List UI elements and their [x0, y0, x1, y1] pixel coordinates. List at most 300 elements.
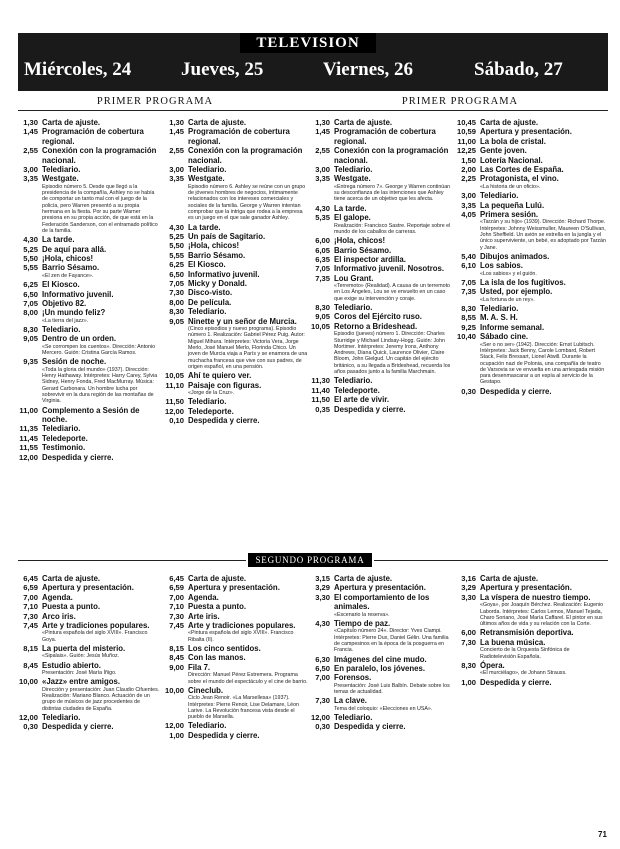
program-title: El Kiosco.	[42, 280, 80, 290]
program-title: Telediario.	[480, 304, 519, 314]
program-time: 1,45	[23, 127, 38, 137]
program-title: ¡Hola, chicos!	[42, 254, 94, 264]
program-entry	[160, 279, 308, 288]
program-entry	[160, 653, 308, 662]
program-description: «Capítulo número 24». Director: Yves Ciampi. Intérpretes: Pierre Dux, Daniel Gélin. Una familia de campesinos en la época de la posguerra en Francia.	[334, 628, 449, 654]
program-entry	[452, 165, 606, 174]
program-entry	[160, 251, 308, 260]
program-entry	[306, 574, 454, 583]
program-time: 8,15	[169, 644, 184, 654]
program-entry	[14, 612, 160, 621]
program-entry	[14, 245, 160, 254]
program-time: 12,00	[18, 452, 38, 462]
program-entry	[306, 376, 454, 385]
program-title: Programación de cobertura regional.	[188, 127, 290, 146]
program-entry	[14, 280, 160, 289]
program-description: Episodio número 6. Ashley se reúne con un grupo de jóvenes hombres de negocios, íntimamente relacionados con los intereses comerciales y sociales de la familia. George y Warren intentan comprobar que la intriga que rodea a la empresa es un juego en el que sale ganador Ashley.	[188, 183, 306, 222]
program-entry	[14, 677, 160, 686]
program-time: 6,50	[23, 289, 38, 299]
program-entry	[452, 261, 606, 270]
program-entry	[14, 621, 160, 630]
day-thursday: Jueves, 25	[181, 59, 264, 80]
program-time: 9,00	[169, 662, 184, 672]
program-title: Carta de ajuste.	[42, 574, 101, 583]
program-title: Telediario.	[334, 713, 373, 723]
program-description: «Los sabios» y el guión.	[480, 270, 537, 277]
program-time: 12,00	[164, 721, 184, 731]
program-title: El galope.	[334, 213, 371, 223]
program-time: 12,00	[18, 713, 38, 723]
program-time: 2,55	[315, 146, 330, 156]
program-entry	[452, 201, 606, 210]
program-title: Gente joven.	[480, 146, 527, 156]
program-title: La tarde.	[188, 222, 221, 232]
program-time: 7,10	[169, 602, 184, 612]
program-time: 7,30	[23, 611, 38, 621]
program-title: Despedida y cierre.	[42, 722, 114, 732]
program-time: 8,55	[461, 313, 476, 323]
program-time: 9,05	[23, 334, 38, 344]
program-entry	[160, 644, 308, 653]
program-title: Micky y Donald.	[188, 279, 247, 289]
program-title: Agenda.	[42, 592, 73, 602]
page-number: 71	[598, 830, 607, 839]
program-entry	[306, 264, 454, 273]
program-title: Tiempo de paz.	[334, 618, 391, 628]
program-description: «Ser o no ser» (1942). Dirección: Ernst Lubitsch. Intérpretes: Jack Benny, Carole Lombard, Robert Stack, Felix Bressart, Lionel Atwill. Durante la ocupación nazi de Polonia, una compañía de teatro de Varsovia se ve envuelta en una arriesgada misión para desenmascarar a un espía al servicio de la Gestapo.	[480, 341, 605, 386]
program-title: Teledeporte.	[42, 433, 88, 443]
program-title: M. A. S. H.	[480, 313, 518, 323]
program-title: Informativo juvenil. Nosotros.	[334, 264, 445, 274]
program-time: 8,30	[23, 325, 38, 335]
program-time: 10,05	[164, 371, 184, 381]
program-entry	[160, 381, 308, 390]
program-entry	[160, 371, 308, 380]
program-time: 0,30	[461, 386, 476, 396]
first-channel-heading-right: PRIMER PROGRAMA	[401, 96, 519, 107]
program-time: 5,40	[461, 251, 476, 261]
program-title: Conexión con la programación nacional.	[188, 146, 303, 165]
program-entry	[14, 146, 160, 165]
program-time: 7,30	[169, 288, 184, 298]
program-description: Presentación: José María Íñigo.	[42, 670, 117, 677]
program-time: 11,40	[311, 385, 330, 395]
day-friday: Viernes, 26	[323, 59, 414, 80]
program-entry	[160, 288, 308, 297]
program-time: 0,35	[315, 404, 330, 414]
program-entry	[452, 638, 606, 647]
program-entry	[14, 722, 160, 731]
program-entry	[452, 210, 606, 219]
program-time: 0,10	[169, 416, 184, 426]
program-time: 3,00	[315, 165, 330, 175]
program-time: 6,59	[23, 583, 38, 593]
program-entry	[160, 593, 308, 602]
program-title: Complemento a Sesión de noche.	[42, 405, 140, 425]
program-time: 7,05	[169, 279, 184, 289]
program-title: Apertura y presentación.	[188, 583, 280, 593]
program-time: 3,29	[315, 583, 330, 593]
program-entry	[14, 357, 160, 366]
program-entry	[306, 722, 454, 731]
program-entry	[452, 332, 606, 341]
program-time: 3,00	[461, 191, 476, 201]
program-time: 5,25	[169, 232, 184, 242]
program-title: La bola de cristal.	[480, 136, 546, 146]
program-time: 10,05	[310, 321, 330, 331]
program-title: Despedida y cierre.	[42, 452, 114, 462]
program-description: «La fortuna de un rey».	[480, 296, 535, 303]
program-entry	[452, 304, 606, 313]
program-entry	[452, 628, 606, 637]
program-title: Ahí te quiero ver.	[188, 371, 252, 381]
program-time: 5,25	[23, 244, 38, 254]
program-time: 11,55	[19, 443, 38, 453]
program-time: 3,00	[169, 165, 184, 175]
program-title: Despedida y cierre.	[334, 722, 406, 732]
program-description: Concierto de la Orquesta Sinfónica de Radiotelevisión Española.	[480, 647, 570, 660]
program-description: Presentación: José Luis Balbín. Debate sobre los temas de actualidad.	[334, 682, 450, 696]
program-time: 6,50	[315, 663, 330, 673]
program-title: «Jazz» entre amigos.	[42, 677, 121, 687]
program-time: 3,00	[23, 165, 38, 175]
program-entry	[14, 644, 160, 653]
program-time: 11,35	[19, 424, 38, 434]
program-title: De aquí para allá.	[42, 244, 107, 254]
program-time: 3,30	[315, 592, 330, 602]
program-description: Episodio número 5. Desde que llegó a la presidencia de la compañía, Ashley no se había de comportar un tanto mal con el juego de la policía, pero Warren presentó a su propia hermana en la fiesta. Por su parte Warner presiona en su propia acción, de que está en la Federación Sanderson, con el entramado político de la familia.	[42, 183, 158, 234]
program-title: Lotería Nacional.	[480, 155, 543, 165]
program-description: «Se corrompen los cuentos». Dirección: Antonio Mercero. Guión: Cristina García Ramos.	[42, 343, 156, 357]
program-time: 1,50	[461, 155, 476, 165]
friday-second-column	[306, 574, 454, 732]
program-title: ¡Hola, chicos!	[188, 241, 240, 251]
program-entry	[160, 721, 308, 730]
program-entry	[14, 308, 160, 317]
program-time: 4,30	[315, 618, 330, 628]
program-description: «El murciélago», de Johann Strauss.	[480, 670, 567, 677]
program-title: Dentro de un orden.	[42, 334, 117, 344]
program-time: 7,30	[315, 696, 330, 706]
program-title: Telediario.	[42, 713, 81, 723]
program-title: Imágenes del cine mudo.	[334, 654, 427, 664]
program-time: 8,45	[169, 653, 184, 663]
program-entry	[160, 731, 308, 740]
program-entry	[14, 118, 160, 127]
program-entry	[306, 274, 454, 283]
program-time: 11,50	[311, 395, 330, 405]
program-time: 10,00	[164, 685, 184, 695]
program-title: Apertura y presentación.	[480, 127, 572, 137]
program-entry	[14, 127, 160, 146]
program-title: La víspera de nuestro tiempo.	[480, 592, 591, 602]
program-entry	[160, 270, 308, 279]
program-time: 11,30	[311, 376, 330, 386]
program-time: 7,35	[461, 287, 476, 297]
program-entry	[306, 303, 454, 312]
program-time: 7,00	[315, 673, 330, 683]
program-title: Telediario.	[42, 165, 81, 175]
program-time: 6,59	[169, 583, 184, 593]
program-time: 7,00	[169, 592, 184, 602]
program-title: Telediario.	[188, 721, 227, 731]
program-title: Apertura y presentación.	[334, 583, 426, 593]
program-title: Telediario.	[42, 424, 81, 434]
program-title: Un país de Sagitario.	[188, 232, 266, 242]
wednesday-first-column	[14, 118, 160, 462]
program-entry	[14, 443, 160, 452]
program-time: 9,25	[461, 322, 476, 332]
program-time: 8,30	[315, 303, 330, 313]
program-title: Carta de ajuste.	[188, 574, 247, 583]
program-entry	[452, 593, 606, 602]
program-time: 5,55	[23, 263, 38, 273]
program-title: La buena música.	[480, 637, 546, 647]
program-description: «Toda la gloria del mundo» (1937). Dirección: Henry Hathaway. Intérpretes: Harry Carey, Sylvia Sidney, Henry Fonda, Fred MacMurray. Música: Gerard Carbonara. Un hombre lucha por sobrevivir en la dura región de las montañas de Virginia.	[42, 366, 158, 405]
program-title: Programación de cobertura regional.	[42, 127, 144, 146]
program-time: 7,45	[23, 621, 38, 631]
program-time: 8,30	[461, 660, 476, 670]
program-entry	[160, 686, 308, 695]
program-title: La clave.	[334, 696, 367, 706]
mid-divider-right	[374, 560, 608, 561]
program-title: Barrio Sésamo.	[188, 250, 246, 260]
program-time: 7,45	[169, 621, 184, 631]
program-title: Las Cortes de España.	[480, 165, 564, 175]
program-time: 1,00	[169, 730, 184, 740]
television-banner	[18, 33, 608, 91]
program-title: Protagonista, el vino.	[480, 174, 559, 184]
program-time: 10,00	[18, 677, 38, 687]
program-time: 6,10	[461, 261, 476, 271]
program-entry	[14, 165, 160, 174]
program-time: 1,45	[169, 127, 184, 137]
day-wednesday: Miércoles, 24	[24, 59, 132, 80]
program-title: La puerta del misterio.	[42, 644, 126, 654]
program-title: Barrio Sésamo.	[334, 245, 392, 255]
program-entry	[452, 127, 606, 136]
program-entry	[306, 236, 454, 245]
program-title: Carta de ajuste.	[334, 574, 393, 583]
program-title: Telediario.	[188, 165, 227, 175]
program-title: Los cinco sentidos.	[188, 644, 261, 654]
program-time: 8,15	[23, 644, 38, 654]
program-title: Dibujos animados.	[480, 251, 550, 261]
program-entry	[14, 235, 160, 244]
program-title: El arte de vivir.	[334, 395, 390, 405]
program-entry	[160, 612, 308, 621]
program-entry	[306, 583, 454, 592]
program-time: 9,05	[315, 312, 330, 322]
program-entry	[14, 434, 160, 443]
program-time: 7,30	[169, 611, 184, 621]
program-description: «Pintura española del siglo XVIII». Francisco Goya.	[42, 630, 148, 643]
program-description: Tema del coloquio: «Elecciones en USA».	[334, 705, 433, 712]
second-channel-banner: SEGUNDO PROGRAMA	[248, 553, 372, 567]
program-time: 12,00	[164, 406, 184, 416]
program-time: 11,10	[165, 380, 184, 390]
program-title: Sesión de noche.	[42, 357, 107, 367]
program-description: «Sipalais». Guión: Jesús Muñoz.	[42, 653, 120, 660]
program-entry	[14, 254, 160, 263]
program-entry	[14, 661, 160, 670]
program-time: 10,59	[456, 127, 476, 137]
program-time: 3,30	[461, 592, 476, 602]
program-entry	[306, 655, 454, 664]
program-time: 8,45	[23, 660, 38, 670]
program-title: De película.	[188, 297, 232, 307]
program-time: 4,05	[461, 209, 476, 219]
day-saturday: Sábado, 27	[474, 59, 563, 80]
program-time: 2,55	[23, 146, 38, 156]
program-title: Apertura y presentación.	[480, 583, 572, 593]
program-time: 8,30	[461, 304, 476, 314]
program-entry	[306, 204, 454, 213]
program-title: Cineclub.	[188, 685, 224, 695]
thursday-first-column	[160, 118, 308, 426]
program-entry	[160, 118, 308, 127]
program-entry	[160, 602, 308, 611]
program-entry	[306, 322, 454, 331]
program-title: La tarde.	[42, 235, 75, 245]
program-entry	[306, 395, 454, 404]
program-entry	[306, 118, 454, 127]
program-title: Informativo juvenil.	[42, 289, 114, 299]
program-title: Sábado cine.	[480, 332, 529, 342]
program-time: 3,35	[23, 174, 38, 184]
program-time: 12,00	[310, 713, 330, 723]
program-entry	[452, 678, 606, 687]
program-title: Despedida y cierre.	[188, 730, 260, 740]
program-entry	[160, 223, 308, 232]
program-time: 4,30	[315, 203, 330, 213]
program-time: 5,55	[169, 250, 184, 260]
program-description: «Goya», por Joaquín Bérchez. Realización: Eugenio Laborda. Intérpretes: Carlos Lemos, Manuel Tejada, Charo Soriano, José María Caffarel. El pintor en sus últimos años de vida y su relación con la Corte.	[480, 602, 604, 628]
program-entry	[306, 255, 454, 264]
program-title: Telediario.	[42, 325, 81, 335]
program-time: 1,30	[23, 118, 38, 127]
program-entry	[160, 621, 308, 630]
program-entry	[306, 386, 454, 395]
program-time: 6,50	[169, 269, 184, 279]
program-entry	[160, 397, 308, 406]
program-description: Episodio (jueves) número 1. Dirección: Charles Sturridge y Michael Lindsay-Hogg. Guión: John Mortimer. Intérpretes: Jeremy Irons, Anthony Andrews, Diana Quick, Laurence Olivier, Claire Bloom, John Gielgud. Un capitán del ejército británico, a su llegada a Brideshead, recuerda los años pasados junto a la familia Marchmain.	[334, 331, 451, 376]
program-title: La tarde.	[334, 203, 367, 213]
program-title: ¡Un mundo feliz?	[42, 308, 106, 318]
program-time: 7,00	[23, 592, 38, 602]
program-entry	[160, 232, 308, 241]
program-title: La pequeña Lulú.	[480, 200, 545, 210]
program-time: 3,15	[315, 574, 330, 583]
program-description: (Cinco episodios y nuevo programa). Episodio número 1. Realización: Gabriel Pérez Puig. Autor: Miguel Mihura. Intérpretes: Victoria Vera, Jorge Merlo, José Manuel Merlo, Florinda Chico. Un joven de Murcia viaja a París y se enamora de una muchacha francesa que vive con sus padres, de origen español, en una pensión.	[188, 326, 308, 370]
program-entry	[14, 453, 160, 462]
program-entry	[452, 583, 606, 592]
program-time: 6,05	[315, 245, 330, 255]
program-time: 6,30	[315, 654, 330, 664]
program-entry	[160, 407, 308, 416]
program-title: Retransmisión deportiva.	[480, 628, 574, 638]
program-time: 11,50	[165, 397, 184, 407]
program-entry	[160, 574, 308, 583]
program-time: 0,30	[23, 722, 38, 732]
program-time: 8,00	[169, 297, 184, 307]
program-entry	[306, 174, 454, 183]
program-time: 2,55	[169, 146, 184, 156]
program-time: 1,00	[461, 677, 476, 687]
program-description: «Escenario la reserva».	[334, 611, 390, 618]
program-entry	[14, 713, 160, 722]
program-time: 5,50	[23, 254, 38, 264]
first-channel-heading-left: PRIMER PROGRAMA	[96, 96, 214, 107]
program-title: Estudio abierto.	[42, 660, 101, 670]
program-title: Informe semanal.	[480, 322, 545, 332]
program-time: 10,40	[456, 332, 476, 342]
program-entry	[14, 424, 160, 433]
program-entry	[306, 713, 454, 722]
program-title: Primera sesión.	[480, 209, 539, 219]
program-entry	[14, 593, 160, 602]
program-title: Telediario.	[480, 191, 519, 201]
program-time: 7,30	[461, 637, 476, 647]
program-entry	[306, 619, 454, 628]
program-entry	[14, 299, 160, 308]
program-description: «La tierra del jazz».	[42, 317, 89, 324]
program-description: Dirección: Manuel Pérez Estremera. Programa sobre el mundo del espectáculo y el cine de barrio.	[188, 672, 308, 685]
program-time: 12,25	[456, 146, 476, 156]
program-entry	[452, 323, 606, 332]
program-entry	[306, 405, 454, 414]
program-description: «Jorge de la Cruz».	[188, 389, 235, 396]
program-time: 7,10	[23, 602, 38, 612]
program-title: Coros del Ejército ruso.	[334, 312, 422, 322]
program-time: 6,45	[169, 574, 184, 583]
program-title: Ópera.	[480, 660, 505, 670]
program-entry	[452, 118, 606, 127]
program-entry	[14, 406, 160, 425]
program-entry	[306, 246, 454, 255]
saturday-first-column	[452, 118, 606, 396]
program-entry	[452, 174, 606, 183]
program-time: 3,35	[169, 174, 184, 184]
mid-divider-left	[18, 560, 246, 561]
program-time: 0,30	[315, 722, 330, 732]
program-time: 2,25	[461, 174, 476, 184]
program-title: Arte y tradiciones populares.	[42, 621, 150, 631]
program-entry	[14, 325, 160, 334]
saturday-second-column	[452, 574, 606, 687]
program-entry	[160, 307, 308, 316]
program-title: Carta de ajuste.	[42, 118, 101, 127]
program-entry	[306, 593, 454, 612]
program-entry	[452, 252, 606, 261]
program-description: «Tarzán y su hijo» (1939). Dirección: Richard Thorpe. Intérpretes: Johnny Weissmuller, Maureen O'Sullivan, John Sheffield. Un avión se estrella en la jungla y el único superviviente, un bebé, es adoptado por Tarzán y Jane.	[480, 219, 606, 251]
program-time: 11,45	[19, 433, 38, 443]
program-title: Paisaje con figuras.	[188, 380, 262, 390]
program-time: 3,35	[315, 174, 330, 184]
program-entry	[14, 263, 160, 272]
program-title: Westgate.	[334, 174, 371, 184]
program-time: 11,00	[19, 405, 38, 415]
program-description: «Terremoto» (Realidad). A causa de un terremoto en Los Ángeles, Lou se ve envuelto en un caso que exige su intervención y coraje.	[334, 283, 451, 302]
program-title: La isla de los fugitivos.	[480, 277, 566, 287]
program-entry	[452, 191, 606, 200]
program-title: Usted, por ejemplo.	[480, 287, 553, 297]
program-entry	[306, 127, 454, 146]
program-title: Despedida y cierre.	[334, 404, 406, 414]
program-description: «Pintura española del siglo XVIII». Francisco Ribalta (II).	[188, 630, 294, 643]
program-entry	[452, 313, 606, 322]
program-entry	[306, 165, 454, 174]
